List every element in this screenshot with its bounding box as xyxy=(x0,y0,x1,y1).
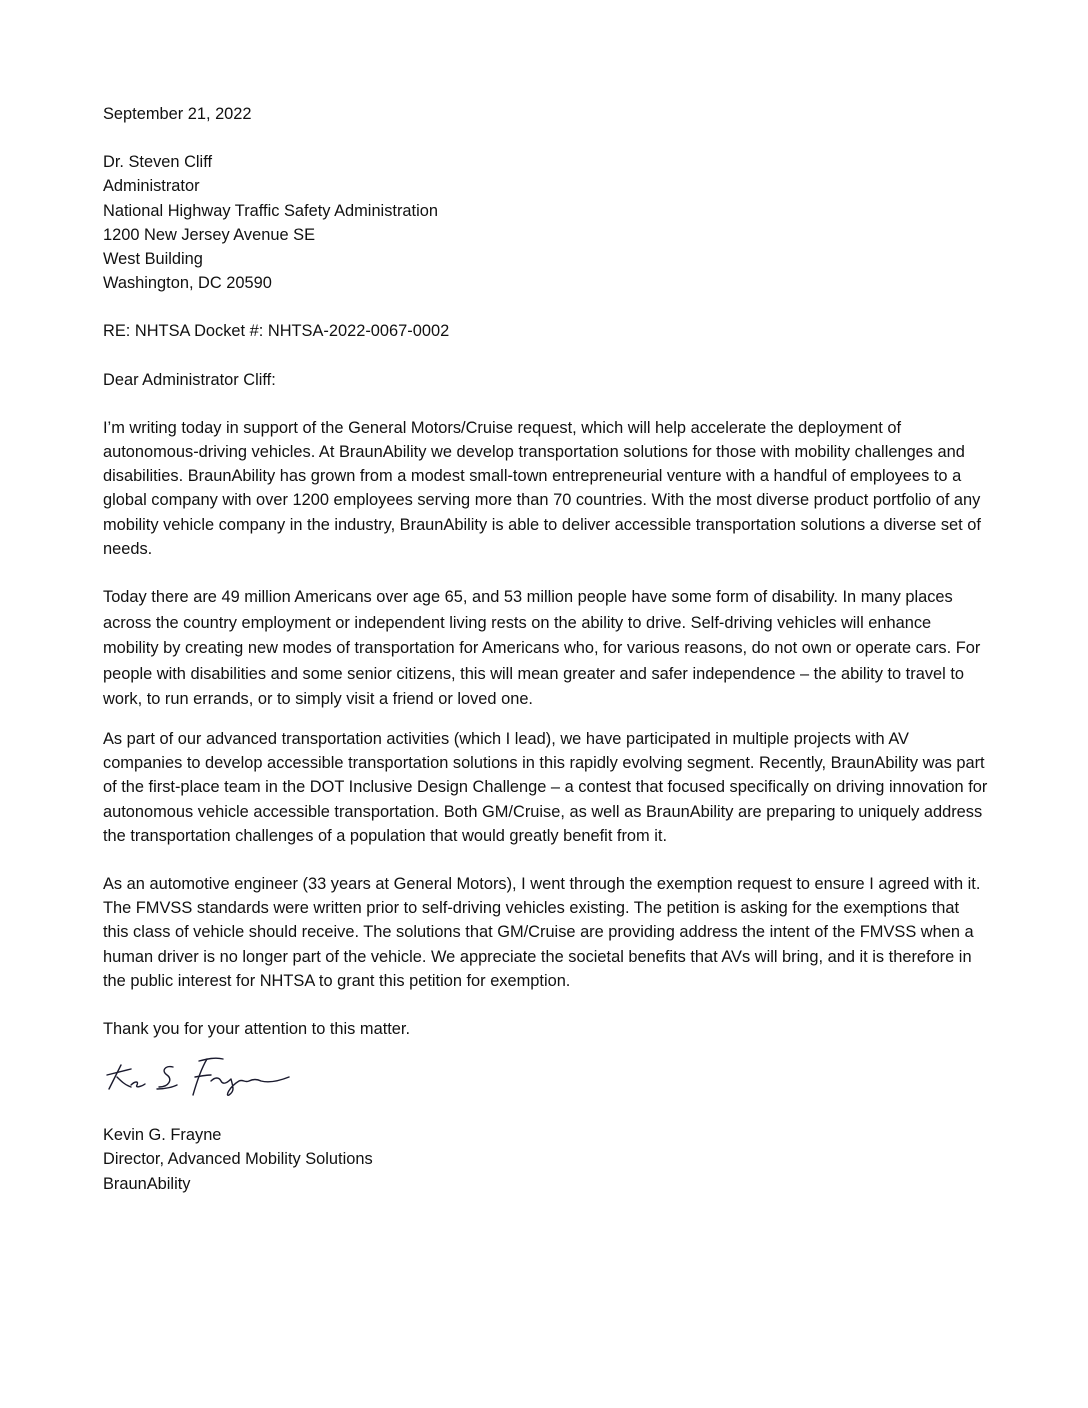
body-paragraph-3: As part of our advanced transportation activities (which I lead), we have participated in multiple projects with AV companies to develop accessible transportation solutions in this rapidly evolving segment. Recently, BraunAbility was part of the first-place team in the DOT Inclusive Design Challenge – a contest that focused specifically on driving innovation for autonomous vehicle accessible transportation. Both GM/Cruise, as well as BraunAbility are preparing to uniquely address the transportation challenges of a population that would greatly benefit from it. xyxy=(103,730,988,845)
signer-name: Kevin G. Frayne xyxy=(103,1126,222,1145)
signer-company: BraunAbility xyxy=(103,1174,191,1193)
signer-title: Director, Advanced Mobility Solutions xyxy=(103,1150,373,1169)
re-line-text: RE: NHTSA Docket #: NHTSA-2022-0067-0002 xyxy=(103,322,450,341)
salutation-text: Dear Administrator Cliff: xyxy=(103,370,276,389)
date-text: September 21, 2022 xyxy=(103,105,252,123)
body-paragraph-4: As an automotive engineer (33 years at General Motors), I went through the exemption request to ensure I agreed with it. The FMVSS standards were written prior to self-driving vehicles existing. The petition is asking for the exemptions that this class of vehicle should receive. The solutions that GM/Cruise are providing address the intent of the FMVSS when a human driver is no longer part of the vehicle. We appreciate the societal benefits that AVs will bring, and it is therefore in the public interest for NHTSA to grant this petition for exemption. xyxy=(103,875,981,990)
letter-date xyxy=(103,102,988,126)
body-paragraph-1: I’m writing today in support of the General Motors/Cruise request, which will help accelerate the deployment of autonomous-driving vehicles. At BraunAbility we develop transportation solutions for those with mobility challenges and disabilities. BraunAbility has grown from a modest small-town entrepreneurial venture with a handful of employees to a global company with over 1200 employees serving more than 70 countries. With the most diverse product portfolio of any mobility vehicle company in the industry, BraunAbility is able to deliver accessible transportation solutions a diverse set of needs. xyxy=(103,418,981,558)
recipient-address xyxy=(103,150,988,295)
salutation xyxy=(103,368,988,392)
recipient-city: Washington, DC 20590 xyxy=(103,274,272,293)
signer-block xyxy=(103,1123,988,1196)
recipient-organization: National Highway Traffic Safety Administration xyxy=(103,201,438,220)
recipient-title: Administrator xyxy=(103,177,200,196)
letter-page xyxy=(103,102,988,1196)
closing-text: Thank you for your attention to this matter. xyxy=(103,1020,411,1039)
handwritten-signature xyxy=(103,1051,293,1101)
body-paragraph-2: Today there are 49 million Americans over age 65, and 53 million people have some form of disability. In many places across the country employment or independent living rests on the ability to drive. Self-driving vehicles will enhance mobility by creating new modes of transportation for Americans who, for various reasons, do not own or operate cars. For people with disabilities and some senior citizens, this will mean greater and safer independence – the ability to travel to work, to run errands, or to simply visit a friend or loved one. xyxy=(103,588,981,709)
recipient-name: Dr. Steven Cliff xyxy=(103,153,213,172)
recipient-building: West Building xyxy=(103,250,203,269)
recipient-street: 1200 New Jersey Avenue SE xyxy=(103,225,315,244)
closing xyxy=(103,1017,988,1041)
re-line xyxy=(103,319,988,343)
